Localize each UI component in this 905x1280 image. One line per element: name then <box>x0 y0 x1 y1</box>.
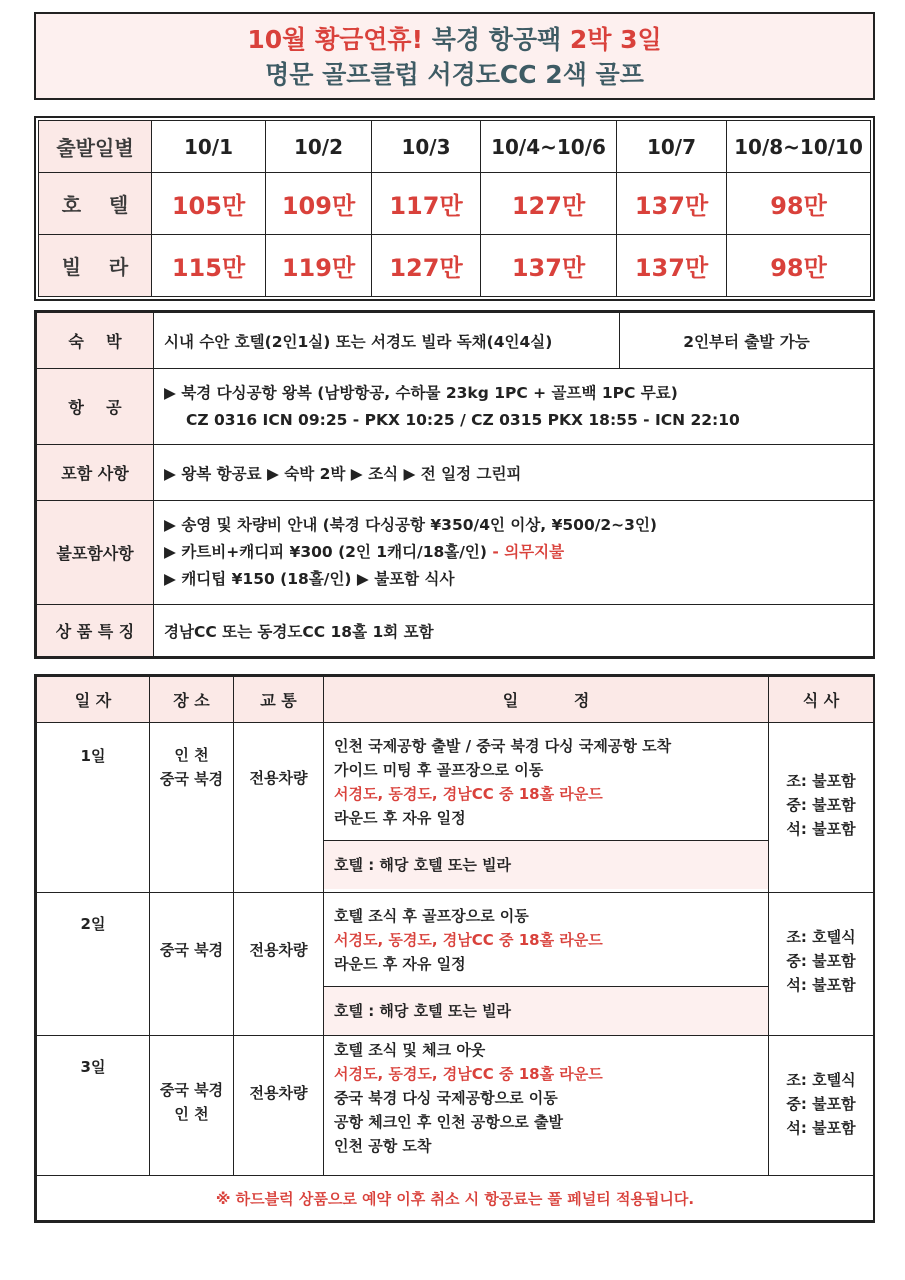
meals-cell <box>769 1036 874 1176</box>
price-cell: 98만 <box>727 235 871 297</box>
price-cell: 137만 <box>617 235 727 297</box>
date-cell: 10/3 <box>372 121 481 173</box>
date-cell: 10/1 <box>152 121 266 173</box>
title-line-2: 명문 골프클럽 서경도CC 2색 골프 <box>265 60 644 89</box>
title-line-1 <box>36 22 873 57</box>
price-row-hotel <box>39 173 871 235</box>
meals-cell <box>769 723 874 893</box>
meal-dinner: 석: 불포함 <box>786 976 856 994</box>
itinerary-line: 인천 공항 도착 <box>334 1137 432 1155</box>
schedule-header-row <box>37 677 874 723</box>
price-cell: 115만 <box>152 235 266 297</box>
meals-cell <box>769 893 874 1036</box>
excluded-details <box>154 501 874 605</box>
price-cell: 117만 <box>372 173 481 235</box>
info-table <box>34 310 875 659</box>
itinerary-line: 호텔 조식 후 골프장으로 이동 <box>334 907 529 925</box>
price-cell: 137만 <box>617 173 727 235</box>
excluded-line-2-text: ▶ 카트비+캐디피 ¥300 (2인 1캐디/18홀/인) <box>164 543 487 561</box>
excluded-line-3: ▶ 캐디팁 ¥150 (18홀/인) ▶ 불포함 식사 <box>164 570 455 588</box>
feature-label: 상 품 특 징 <box>37 605 154 657</box>
place-cell <box>150 723 234 893</box>
schedule-row-day2 <box>37 893 874 1036</box>
price-header-row <box>39 121 871 173</box>
info-row-included <box>37 445 874 501</box>
itinerary-cell <box>324 893 769 1036</box>
place-cell <box>150 1036 234 1176</box>
itinerary-cell <box>324 723 769 893</box>
title-banner <box>34 12 875 100</box>
schedule-row-day1 <box>37 723 874 893</box>
meal-lunch: 중: 불포함 <box>786 952 856 970</box>
flight-details <box>154 369 874 445</box>
excluded-line-2 <box>164 539 863 566</box>
date-cell: 10/2 <box>266 121 372 173</box>
meal-lunch: 중: 불포함 <box>786 796 856 814</box>
cancellation-note: ※ 하드블럭 상품으로 예약 이후 취소 시 항공료는 풀 페널티 적용됩니다. <box>37 1176 874 1221</box>
date-cell: 10/8~10/10 <box>727 121 871 173</box>
price-row-villa <box>39 235 871 297</box>
transport-cell: 전용차량 <box>234 1036 324 1176</box>
itinerary-lines <box>324 1036 768 1168</box>
itinerary-line-golf: 서경도, 동경도, 경남CC 중 18홀 라운드 <box>334 785 603 803</box>
place-2: 중국 북경 <box>159 770 224 788</box>
date-cell: 10/7 <box>617 121 727 173</box>
itinerary-line: 중국 북경 다싱 국제공항으로 이동 <box>334 1089 558 1107</box>
place-2: 인 천 <box>174 1105 209 1123</box>
meal-breakfast: 조: 불포함 <box>786 772 856 790</box>
itinerary-line: 라운드 후 자유 일정 <box>334 809 466 827</box>
excluded-label: 불포함사항 <box>37 501 154 605</box>
day-label: 3일 <box>37 1036 150 1176</box>
schedule-row-day3 <box>37 1036 874 1176</box>
included-label: 포함 사항 <box>37 445 154 501</box>
info-row-feature <box>37 605 874 657</box>
place-1: 인 천 <box>174 746 209 764</box>
day-label: 2일 <box>37 893 150 1036</box>
meal-breakfast: 조: 호텔식 <box>786 1071 856 1089</box>
flight-label: 항 공 <box>37 369 154 445</box>
lodging-text: 시내 수안 호텔(2인1실) 또는 서경도 빌라 독채(4인4실) <box>154 313 620 369</box>
header-day: 일 자 <box>37 677 150 723</box>
itinerary-lines <box>324 893 768 986</box>
excluded-line-1: ▶ 송영 및 차량비 안내 (북경 다싱공항 ¥350/4인 이상, ¥500/2~3인) <box>164 516 658 534</box>
info-row-flight <box>37 369 874 445</box>
info-row-lodging <box>37 313 874 369</box>
itinerary-line: 공항 체크인 후 인천 공항으로 출발 <box>334 1113 563 1131</box>
price-table <box>34 116 875 301</box>
itinerary-line: 라운드 후 자유 일정 <box>334 955 466 973</box>
schedule-note-row <box>37 1176 874 1221</box>
day-label: 1일 <box>37 723 150 893</box>
hotel-note: 호텔 : 해당 호텔 또는 빌라 <box>324 986 768 1035</box>
place-cell <box>150 893 234 1036</box>
itinerary-line: 호텔 조식 및 체크 아웃 <box>334 1041 486 1059</box>
header-place: 장 소 <box>150 677 234 723</box>
header-transport: 교 통 <box>234 677 324 723</box>
flight-line-1: ▶ 북경 다싱공항 왕복 (남방항공, 수하물 23kg 1PC + 골프백 1PC 무료) <box>164 383 678 402</box>
title-duration: 2박 3일 <box>569 25 662 54</box>
price-cell: 137만 <box>481 235 617 297</box>
price-cell: 119만 <box>266 235 372 297</box>
price-header-label: 출발일별 <box>39 121 152 173</box>
meal-dinner: 석: 불포함 <box>786 820 856 838</box>
lodging-label: 숙 박 <box>37 313 154 369</box>
feature-text: 경남CC 또는 동경도CC 18홀 1회 포함 <box>154 605 874 657</box>
row-label-villa: 빌 라 <box>39 235 152 297</box>
place-1: 중국 북경 <box>159 1081 224 1099</box>
transport-cell: 전용차량 <box>234 893 324 1036</box>
meal-lunch: 중: 불포함 <box>786 1095 856 1113</box>
itinerary-line: 인천 국제공항 출발 / 중국 북경 다싱 국제공항 도착 <box>334 737 672 755</box>
info-row-excluded <box>37 501 874 605</box>
title-main: 북경 항공팩 <box>422 25 570 54</box>
price-cell: 127만 <box>481 173 617 235</box>
min-participants: 2인부터 출발 가능 <box>620 313 874 369</box>
flight-line-2: CZ 0316 ICN 09:25 - PKX 10:25 / CZ 0315 PKX 18:55 - ICN 22:10 <box>186 410 740 429</box>
place-1: 중국 북경 <box>159 941 224 959</box>
date-cell: 10/4~10/6 <box>481 121 617 173</box>
price-cell: 109만 <box>266 173 372 235</box>
transport-cell: 전용차량 <box>234 723 324 893</box>
header-meals: 식 사 <box>769 677 874 723</box>
header-itinerary: 일 정 <box>324 677 769 723</box>
itinerary-line-golf: 서경도, 동경도, 경남CC 중 18홀 라운드 <box>334 1065 603 1083</box>
price-cell: 98만 <box>727 173 871 235</box>
meal-dinner: 석: 불포함 <box>786 1119 856 1137</box>
row-label-hotel: 호 텔 <box>39 173 152 235</box>
title-highlight: 10월 황금연휴! <box>247 25 423 54</box>
itinerary-line: 가이드 미팅 후 골프장으로 이동 <box>334 761 544 779</box>
itinerary-line-golf: 서경도, 동경도, 경남CC 중 18홀 라운드 <box>334 931 603 949</box>
meal-breakfast: 조: 호텔식 <box>786 928 856 946</box>
mandatory-payment: - 의무지불 <box>486 543 565 561</box>
price-cell: 105만 <box>152 173 266 235</box>
schedule-table <box>34 674 875 1223</box>
itinerary-lines <box>324 723 768 840</box>
included-text: ▶ 왕복 항공료 ▶ 숙박 2박 ▶ 조식 ▶ 전 일정 그린피 <box>154 445 874 501</box>
price-cell: 127만 <box>372 235 481 297</box>
hotel-note: 호텔 : 해당 호텔 또는 빌라 <box>324 840 768 889</box>
itinerary-cell <box>324 1036 769 1176</box>
